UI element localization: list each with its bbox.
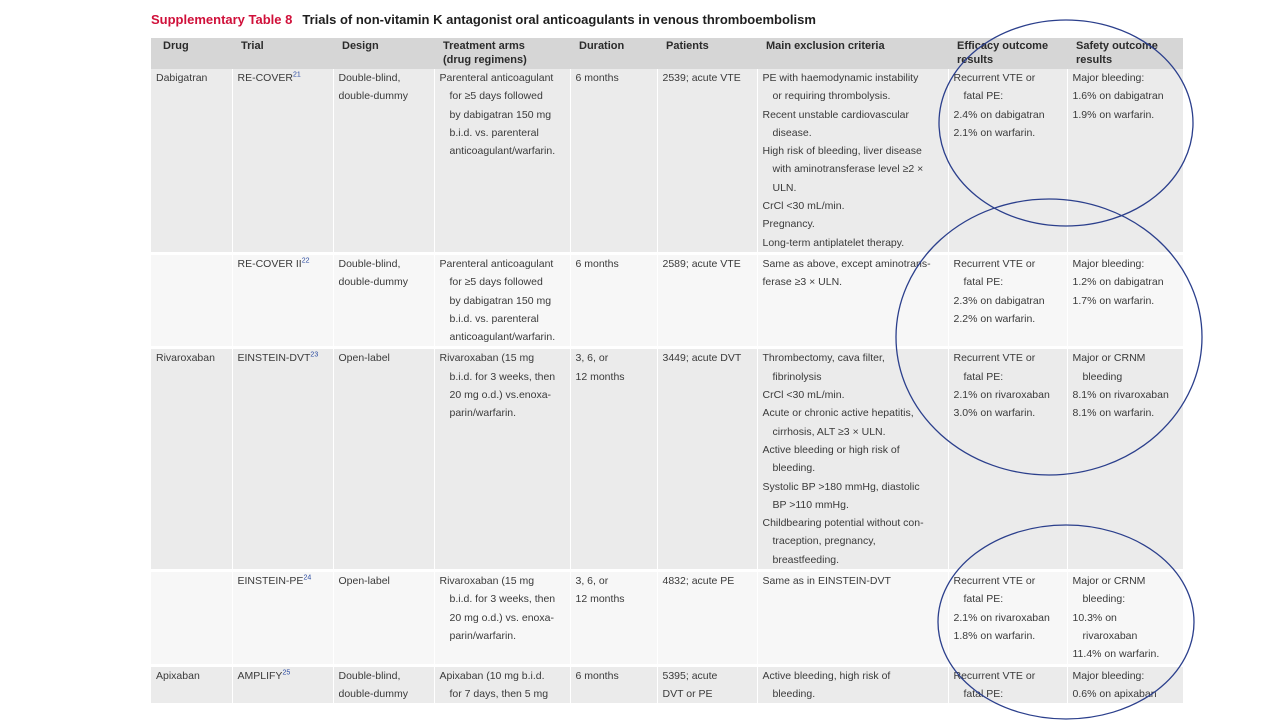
efficacy-cell-line: 2.4% on dabigatran bbox=[953, 108, 1045, 121]
patients-cell-line: 5395; acute bbox=[662, 669, 718, 682]
efficacy-cell-line: Recurrent VTE or bbox=[953, 669, 1036, 682]
design-cell-line: double-dummy bbox=[338, 276, 408, 289]
treatment-arms-cell-line: Parenteral anticoagulant bbox=[439, 72, 554, 84]
patients-cell-line: DVT or PE bbox=[662, 687, 713, 700]
header-line: results bbox=[957, 54, 994, 66]
efficacy-cell-line: Recurrent VTE or bbox=[953, 72, 1036, 84]
exclusion-cell-line: Recent unstable cardiovascular bbox=[762, 108, 909, 121]
exclusion-cell-line: with aminotransferase level ≥2 × bbox=[772, 163, 924, 176]
treatment-arms-cell-line: Rivaroxaban (15 mg bbox=[439, 575, 535, 588]
exclusion-cell-line: BP >110 mmHg. bbox=[772, 498, 849, 511]
exclusion-cell-line: CrCl <30 mL/min. bbox=[762, 389, 845, 402]
exclusion-cell-line: Active bleeding, high risk of bbox=[762, 669, 891, 682]
exclusion-cell-line: Long-term antiplatelet therapy. bbox=[762, 236, 905, 249]
design-cell bbox=[333, 667, 434, 704]
safety-cell-line: 8.1% on rivaroxaban bbox=[1072, 389, 1169, 402]
efficacy-cell-line: 2.1% on rivaroxaban bbox=[953, 611, 1050, 624]
exclusion-cell-line: Childbearing potential without con- bbox=[762, 517, 924, 530]
reference-number: 22 bbox=[301, 257, 310, 265]
treatment-arms-cell-line: Apixaban (10 mg b.i.d. bbox=[439, 669, 545, 682]
safety-cell-line: Major bleeding: bbox=[1072, 257, 1145, 270]
header-line: Drug bbox=[163, 40, 189, 52]
reference-number: 23 bbox=[310, 351, 319, 359]
exclusion-cell-line: cirrhosis, ALT ≥3 × ULN. bbox=[772, 425, 886, 438]
design-cell-line: Open-label bbox=[338, 352, 390, 365]
header-line: Efficacy outcome bbox=[957, 40, 1049, 52]
table-row bbox=[151, 572, 1183, 663]
trials-table bbox=[151, 38, 1184, 703]
exclusion-cell bbox=[757, 255, 948, 346]
safety-cell bbox=[1067, 572, 1183, 663]
drug-cell: Rivaroxaban bbox=[151, 349, 232, 569]
table-row bbox=[151, 255, 1183, 346]
header-line: Patients bbox=[666, 40, 709, 52]
treatment-arms-cell bbox=[434, 69, 570, 252]
exclusion-cell-line: or requiring thrombolysis. bbox=[772, 90, 891, 103]
efficacy-cell-line: Recurrent VTE or bbox=[953, 257, 1036, 270]
efficacy-cell bbox=[948, 69, 1067, 252]
header-line: Safety outcome bbox=[1076, 40, 1158, 52]
design-cell-line: Double-blind, bbox=[338, 257, 401, 270]
trial-cell bbox=[232, 255, 333, 346]
treatment-arms-cell-line: Parenteral anticoagulant bbox=[439, 257, 554, 270]
duration-cell-line: 6 months bbox=[575, 257, 619, 270]
header-safety-outcome bbox=[1067, 38, 1183, 69]
header-row bbox=[151, 38, 1183, 69]
safety-cell bbox=[1067, 255, 1183, 346]
header-duration bbox=[570, 38, 657, 69]
design-cell bbox=[333, 69, 434, 252]
efficacy-cell bbox=[948, 255, 1067, 346]
patients-cell bbox=[657, 255, 757, 346]
treatment-arms-cell-line: anticoagulant/warfarin. bbox=[449, 331, 556, 344]
treatment-arms-cell-line: b.i.d. vs. parenteral bbox=[449, 126, 539, 139]
efficacy-cell-line: fatal PE: bbox=[963, 276, 1004, 289]
safety-cell-line: Major bleeding: bbox=[1072, 72, 1145, 84]
reference-number: 24 bbox=[303, 574, 312, 582]
safety-cell-line: 1.2% on dabigatran bbox=[1072, 276, 1164, 289]
safety-cell-line: Major or CRNM bbox=[1072, 352, 1146, 365]
safety-cell-line: 0.6% on apixaban bbox=[1072, 687, 1157, 700]
exclusion-cell-line: Pregnancy. bbox=[762, 218, 815, 231]
trial-name: RE-COVER bbox=[237, 72, 293, 84]
treatment-arms-cell-line: b.i.d. vs. parenteral bbox=[449, 312, 539, 325]
treatment-arms-cell bbox=[434, 572, 570, 663]
exclusion-cell-line: traception, pregnancy, bbox=[772, 535, 876, 548]
treatment-arms-cell-line: Rivaroxaban (15 mg bbox=[439, 352, 535, 365]
trial-cell bbox=[232, 69, 333, 252]
duration-cell bbox=[570, 572, 657, 663]
trial-cell bbox=[232, 572, 333, 663]
trial-name: EINSTEIN-DVT bbox=[237, 352, 311, 365]
reference-number: 25 bbox=[282, 669, 291, 676]
exclusion-cell-line: Active bleeding or high risk of bbox=[762, 443, 900, 456]
safety-cell bbox=[1067, 69, 1183, 252]
efficacy-cell-line: 3.0% on warfarin. bbox=[953, 407, 1036, 420]
duration-cell bbox=[570, 667, 657, 704]
trial-cell bbox=[232, 667, 333, 704]
exclusion-cell-line: Systolic BP >180 mmHg, diastolic bbox=[762, 480, 920, 493]
safety-cell-line: Major or CRNM bbox=[1072, 575, 1146, 588]
patients-cell bbox=[657, 572, 757, 663]
header-line: Trial bbox=[241, 40, 264, 52]
safety-cell bbox=[1067, 349, 1183, 569]
table-number: Supplementary Table 8 bbox=[151, 12, 293, 27]
trial-name: RE-COVER II bbox=[237, 257, 302, 270]
exclusion-cell-line: Same as above, except aminotrans- bbox=[762, 257, 931, 270]
exclusion-cell-line: ULN. bbox=[772, 181, 797, 194]
treatment-arms-cell-line: by dabigatran 150 mg bbox=[449, 294, 552, 307]
exclusion-cell-line: fibrinolysis bbox=[772, 370, 822, 383]
safety-cell-line: bleeding: bbox=[1082, 593, 1126, 606]
drug-cell: Apixaban bbox=[151, 667, 232, 704]
patients-cell-line: 2539; acute VTE bbox=[662, 72, 741, 84]
patients-cell-line: 2589; acute VTE bbox=[662, 257, 741, 270]
duration-cell-line: 6 months bbox=[575, 72, 619, 84]
duration-cell-line: 6 months bbox=[575, 669, 619, 682]
exclusion-cell-line: disease. bbox=[772, 126, 812, 139]
patients-cell bbox=[657, 667, 757, 704]
exclusion-cell bbox=[757, 349, 948, 569]
table-row bbox=[151, 69, 1183, 252]
safety-cell-line: 10.3% on bbox=[1072, 611, 1117, 624]
table-body bbox=[151, 69, 1183, 703]
safety-cell-line: rivaroxaban bbox=[1082, 629, 1138, 642]
exclusion-cell-line: Acute or chronic active hepatitis, bbox=[762, 407, 914, 420]
exclusion-cell-line: bleeding. bbox=[772, 462, 816, 475]
header-design bbox=[333, 38, 434, 69]
safety-cell-line: Major bleeding: bbox=[1072, 669, 1145, 682]
safety-cell-line: 1.7% on warfarin. bbox=[1072, 294, 1155, 307]
exclusion-cell bbox=[757, 69, 948, 252]
efficacy-cell bbox=[948, 667, 1067, 704]
header-line: Design bbox=[342, 40, 379, 52]
trial-name: AMPLIFY bbox=[237, 669, 283, 682]
efficacy-cell-line: 2.1% on rivaroxaban bbox=[953, 389, 1050, 402]
efficacy-cell-line: Recurrent VTE or bbox=[953, 575, 1036, 588]
treatment-arms-cell-line: parin/warfarin. bbox=[449, 407, 517, 420]
header-efficacy-outcome bbox=[948, 38, 1067, 69]
reference-number: 21 bbox=[292, 71, 301, 79]
efficacy-cell-line: 2.1% on warfarin. bbox=[953, 126, 1036, 139]
drug-cell bbox=[151, 572, 232, 663]
duration-cell bbox=[570, 69, 657, 252]
efficacy-cell-line: Recurrent VTE or bbox=[953, 352, 1036, 365]
design-cell-line: double-dummy bbox=[338, 687, 408, 700]
header-patients bbox=[657, 38, 757, 69]
safety-cell-line: 1.9% on warfarin. bbox=[1072, 108, 1155, 121]
header-line: Duration bbox=[579, 40, 625, 52]
efficacy-cell bbox=[948, 349, 1067, 569]
header-line: Main exclusion criteria bbox=[766, 40, 885, 52]
duration-cell-line: 12 months bbox=[575, 370, 625, 383]
safety-cell-line: bleeding bbox=[1082, 370, 1123, 383]
safety-cell-line: 11.4% on warfarin. bbox=[1072, 648, 1160, 661]
table-row bbox=[151, 667, 1183, 704]
treatment-arms-cell-line: for ≥5 days followed bbox=[449, 90, 543, 103]
treatment-arms-cell-line: for 7 days, then 5 mg bbox=[449, 687, 549, 700]
efficacy-cell-line: fatal PE: bbox=[963, 593, 1004, 606]
safety-cell bbox=[1067, 667, 1183, 704]
header-exclusion-criteria bbox=[757, 38, 948, 69]
efficacy-cell-line: 2.3% on dabigatran bbox=[953, 294, 1045, 307]
design-cell-line: Double-blind, bbox=[338, 669, 401, 682]
header-drug bbox=[151, 38, 232, 69]
drug-cell bbox=[151, 255, 232, 346]
design-cell-line: double-dummy bbox=[338, 90, 408, 103]
patients-cell-line: 3449; acute DVT bbox=[662, 352, 742, 365]
exclusion-cell-line: bleeding. bbox=[772, 687, 816, 700]
treatment-arms-cell bbox=[434, 667, 570, 704]
header-line: Treatment arms bbox=[443, 40, 525, 52]
efficacy-cell-line: fatal PE: bbox=[963, 370, 1004, 383]
header-line: (drug regimens) bbox=[443, 54, 527, 66]
treatment-arms-cell-line: by dabigatran 150 mg bbox=[449, 108, 552, 121]
efficacy-cell-line: 1.8% on warfarin. bbox=[953, 629, 1036, 642]
exclusion-cell-line: High risk of bleeding, liver disease bbox=[762, 145, 922, 158]
exclusion-cell-line: CrCl <30 mL/min. bbox=[762, 200, 845, 213]
treatment-arms-cell-line: 20 mg o.d.) vs. enoxa- bbox=[449, 611, 554, 624]
efficacy-cell-line: fatal PE: bbox=[963, 687, 1004, 700]
exclusion-cell bbox=[757, 572, 948, 663]
duration-cell bbox=[570, 349, 657, 569]
treatment-arms-cell-line: for ≥5 days followed bbox=[449, 276, 543, 289]
patients-cell bbox=[657, 69, 757, 252]
exclusion-cell-line: Thrombectomy, cava filter, bbox=[762, 352, 885, 365]
duration-cell-line: 3, 6, or bbox=[575, 575, 609, 588]
treatment-arms-cell bbox=[434, 349, 570, 569]
safety-cell-line: 1.6% on dabigatran bbox=[1072, 90, 1164, 103]
trial-cell bbox=[232, 349, 333, 569]
design-cell-line: Double-blind, bbox=[338, 72, 401, 84]
treatment-arms-cell-line: 20 mg o.d.) vs.enoxa- bbox=[449, 389, 552, 402]
exclusion-cell-line: PE with haemodynamic instability bbox=[762, 72, 919, 84]
trial-name: EINSTEIN-PE bbox=[237, 575, 304, 588]
efficacy-cell-line: fatal PE: bbox=[963, 90, 1004, 103]
design-cell bbox=[333, 255, 434, 346]
patients-cell bbox=[657, 349, 757, 569]
efficacy-cell-line: 2.2% on warfarin. bbox=[953, 312, 1036, 325]
exclusion-cell-line: ferase ≥3 × ULN. bbox=[762, 276, 843, 289]
exclusion-cell-line: breastfeeding. bbox=[772, 553, 840, 566]
duration-cell-line: 3, 6, or bbox=[575, 352, 609, 365]
design-cell bbox=[333, 572, 434, 663]
duration-cell-line: 12 months bbox=[575, 593, 625, 606]
exclusion-cell-line: Same as in EINSTEIN-DVT bbox=[762, 575, 891, 588]
table-title: Trials of non-vitamin K antagonist oral anticoagulants in venous thromboembolism bbox=[302, 12, 816, 27]
treatment-arms-cell-line: parin/warfarin. bbox=[449, 629, 517, 642]
duration-cell bbox=[570, 255, 657, 346]
efficacy-cell bbox=[948, 572, 1067, 663]
treatment-arms-cell-line: b.i.d. for 3 weeks, then bbox=[449, 370, 556, 383]
exclusion-cell bbox=[757, 667, 948, 704]
treatment-arms-cell bbox=[434, 255, 570, 346]
design-cell-line: Open-label bbox=[338, 575, 390, 588]
table-caption bbox=[151, 12, 816, 27]
design-cell bbox=[333, 349, 434, 569]
table-row bbox=[151, 349, 1183, 569]
treatment-arms-cell-line: anticoagulant/warfarin. bbox=[449, 145, 556, 158]
header-line: results bbox=[1076, 54, 1113, 66]
header-treatment-arms bbox=[434, 38, 570, 69]
drug-cell: Dabigatran bbox=[151, 69, 232, 252]
patients-cell-line: 4832; acute PE bbox=[662, 575, 735, 588]
safety-cell-line: 8.1% on warfarin. bbox=[1072, 407, 1155, 420]
treatment-arms-cell-line: b.i.d. for 3 weeks, then bbox=[449, 593, 556, 606]
header-trial bbox=[232, 38, 333, 69]
